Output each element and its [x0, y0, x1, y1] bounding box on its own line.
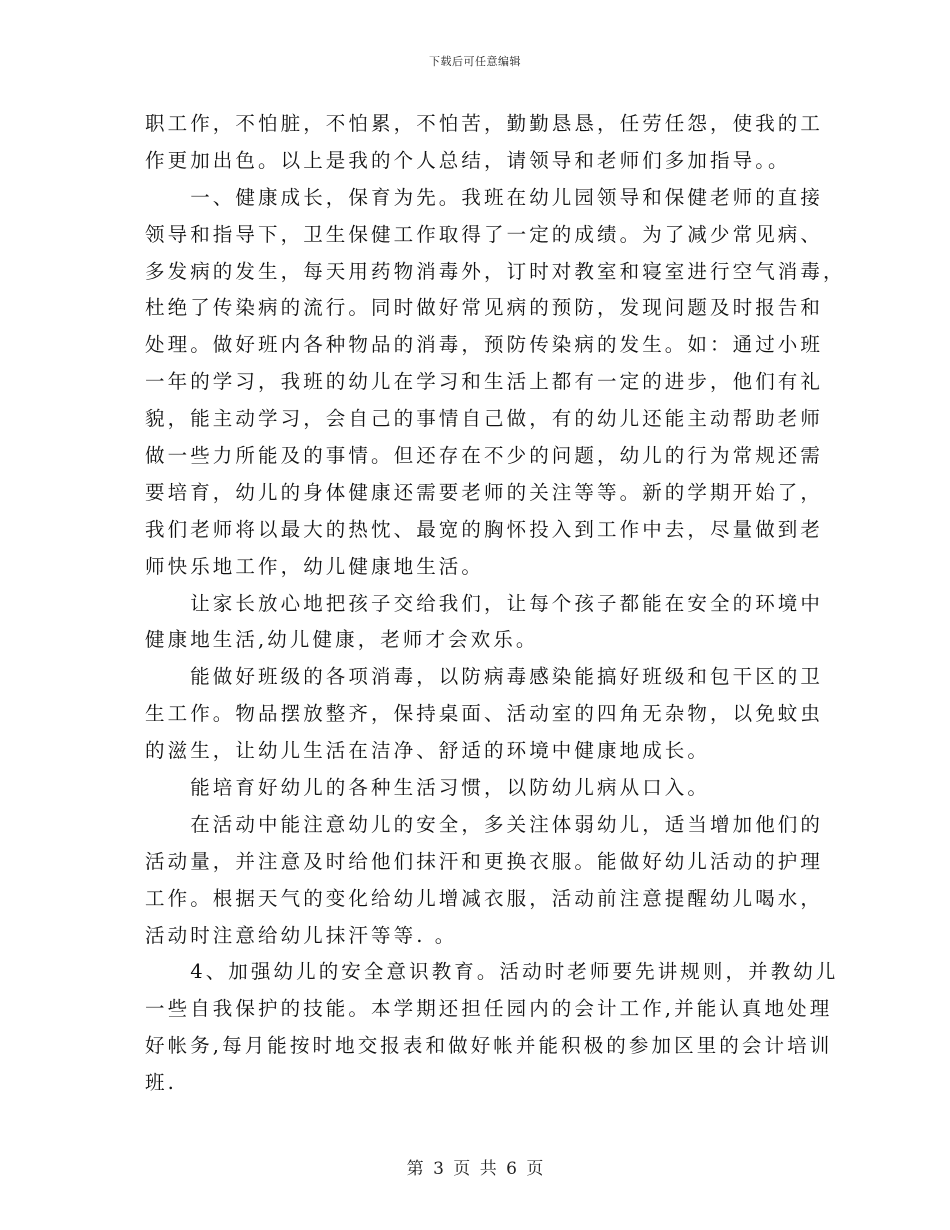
text-line: 领导和指导下，卫生保健工作取得了一定的成绩。为了减少常见病、	[145, 222, 824, 246]
text-line: 能做好班级的各项消毒，以防病毒感染能搞好班级和包干区的卫	[145, 665, 824, 689]
text-line: 生工作。物品摆放整齐，保持桌面、活动室的四角无杂物，以免蚊虫	[145, 702, 824, 726]
text-line: 处理。做好班内各种物品的消毒，预防传染病的发生。如：通过小班	[145, 333, 824, 357]
page-header-note: 下载后可任意编辑	[429, 55, 521, 68]
text-line: 健康地生活,幼儿健康，老师才会欢乐。	[145, 628, 539, 652]
text-line: 能培育好幼儿的各种生活习惯，以防幼儿病从口入。	[145, 776, 711, 800]
text-line: 要培育，幼儿的身体健康还需要老师的关注等等。新的学期开始了，	[145, 480, 824, 504]
text-line: 杜绝了传染病的流行。同时做好常见病的预防，发现问题及时报告和	[145, 296, 824, 320]
text-line: 职工作，不怕脏，不怕累，不怕苦，勤勤恳恳，任劳任怨，使我的工	[145, 112, 824, 135]
text-line: 一年的学习，我班的幼儿在学习和生活上都有一定的进步，他们有礼	[145, 370, 824, 394]
text-line: 活动时注意给幼儿抹汗等等. 。	[145, 923, 458, 947]
text-line: 师快乐地工作，幼儿健康地生活。	[145, 554, 485, 578]
text-line: 一些自我保护的技能。本学期还担任园内的会计工作,并能认真地处理	[145, 997, 833, 1021]
text-line: 工作。根据天气的变化给幼儿增减衣服，活动前注意提醒幼儿喝水，	[145, 886, 824, 910]
text-line: 好帐务,每月能按时地交报表和做好帐并能积极的参加区里的会计培训	[145, 1034, 833, 1058]
text-line: 班.	[145, 1071, 177, 1095]
text-line: 貌，能主动学习，会自己的事情自己做，有的幼儿还能主动帮助老师	[145, 407, 824, 431]
text-line: 的滋生，让幼儿生活在洁净、舒适的环境中健康地成长。	[145, 739, 711, 763]
text-line: 在活动中能注意幼儿的安全，多关注体弱幼儿，适当增加他们的	[145, 812, 824, 836]
text-line: 活动量，并注意及时给他们抹汗和更换衣服。能做好幼儿活动的护理	[145, 849, 824, 873]
text-line: 作更加出色。以上是我的个人总结，请领导和老师们多加指导。。	[145, 148, 791, 172]
document-body	[145, 106, 846, 1102]
page-number-footer: 第 3 页 共 6 页	[406, 1159, 544, 1179]
text-line: 4、加强幼儿的安全意识教育。活动时老师要先讲规则，并教幼儿	[145, 960, 839, 984]
text-line: 让家长放心地把孩子交给我们，让每个孩子都能在安全的环境中	[145, 591, 824, 615]
text-line: 多发病的发生，每天用药物消毒外，订时对教室和寝室进行空气消毒，	[145, 259, 846, 283]
text-line: 我们老师将以最大的热忱、最宽的胸怀投入到工作中去，尽量做到老	[145, 517, 824, 541]
text-line: 一、健康成长，保育为先。我班在幼儿园领导和保健老师的直接	[145, 185, 824, 209]
text-line: 做一些力所能及的事情。但还存在不少的问题，幼儿的行为常规还需	[145, 444, 824, 468]
